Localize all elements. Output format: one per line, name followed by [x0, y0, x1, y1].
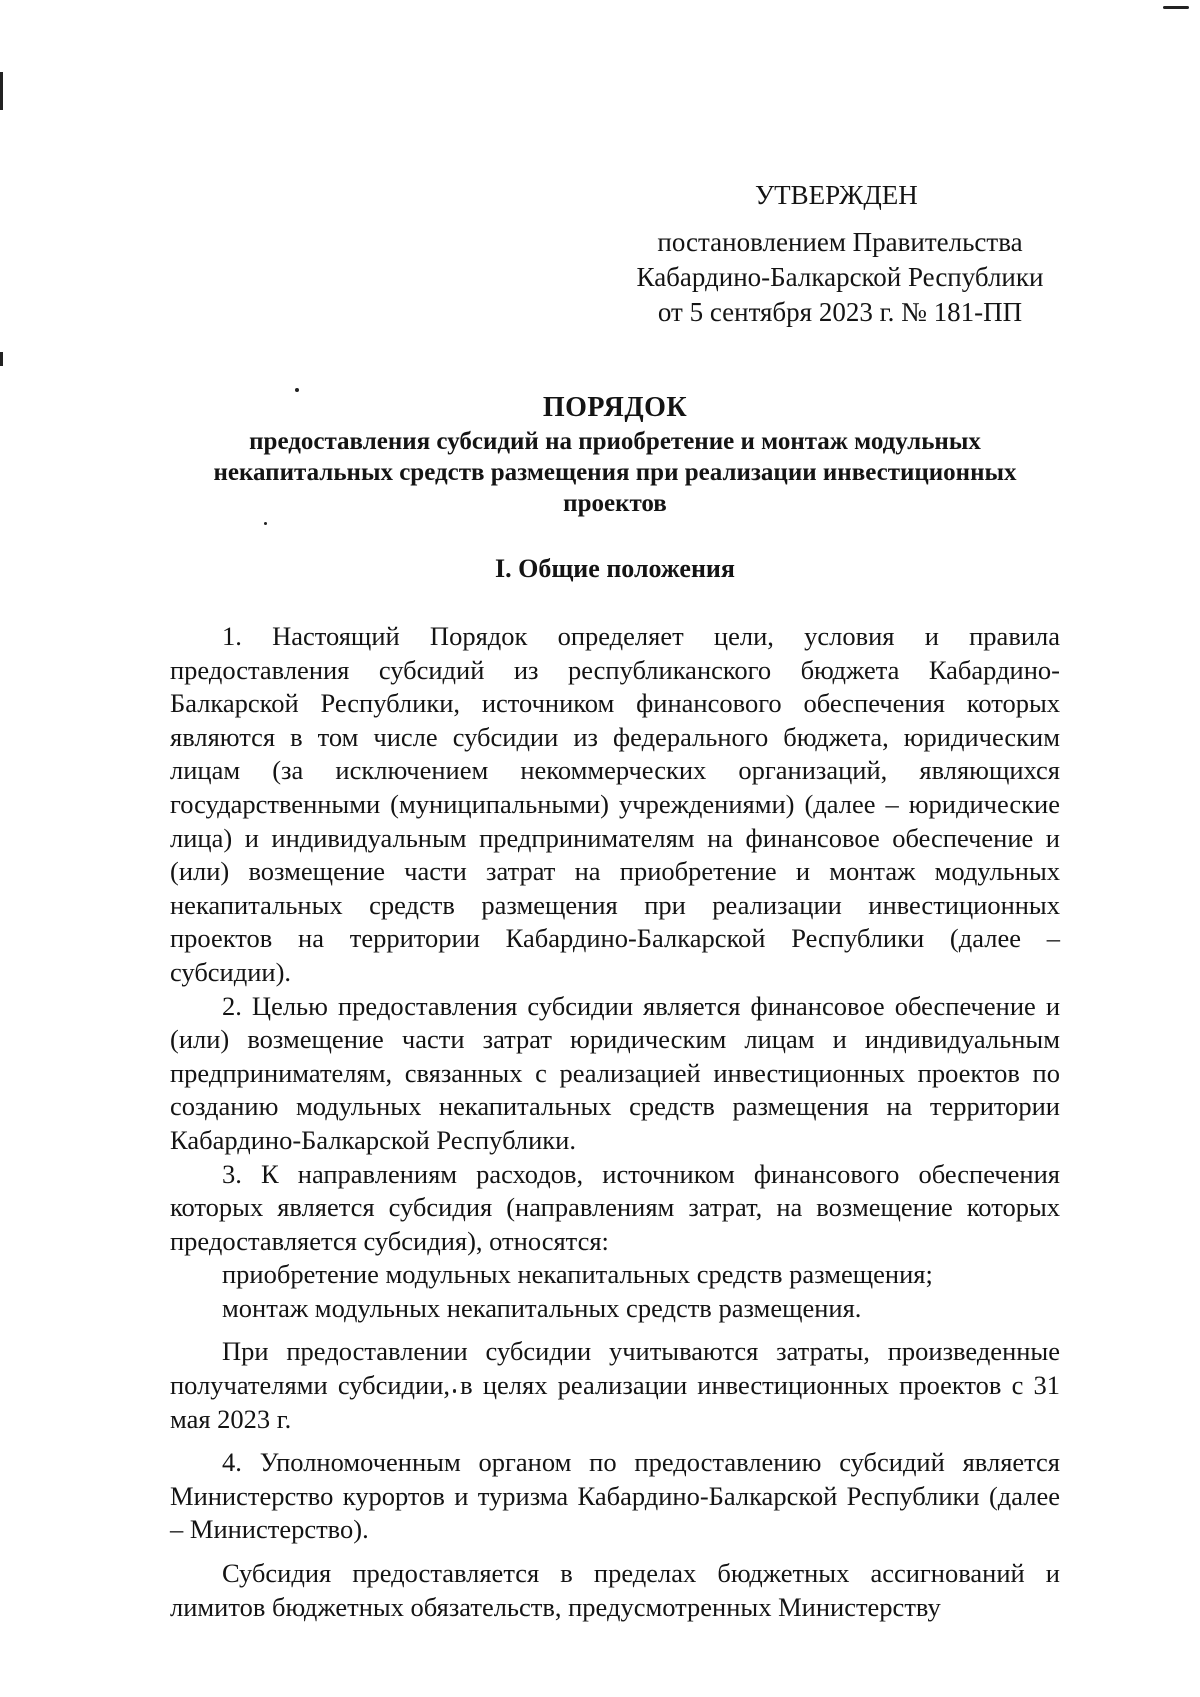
title-main: ПОРЯДОК [542, 392, 688, 423]
scan-mark-left-middle [0, 352, 3, 366]
approval-line: Кабардино-Балкарской Республики [636, 262, 1044, 292]
section-heading: I. Общие положения [495, 554, 735, 583]
scan-dot-2 [264, 522, 267, 525]
paragraph: 3. К направлениям расходов, источником финансового обеспечения которых является субсидия (направлениям затрат, на возмещение которых предоставляется субсидия), относятся: [170, 1158, 1060, 1256]
paragraph: 2. Целью предоставления субсидии является финансовое обеспечение и (или) возмещение части затрат юридическим лицам и индивидуальным предпринимателям, связанных с реализацией инвестиционных проектов по созданию модульных некапитальных средств размещения на территории Кабардино-Балкарской Республики. [170, 990, 1060, 1155]
scan-mark-top-right [1163, 6, 1189, 9]
paragraph: приобретение модульных некапитальных средств размещения; [222, 1259, 933, 1290]
document-body [170, 620, 1060, 1624]
paragraph: 1. Настоящий Порядок определяет цели, условия и правила предоставления субсидий из республиканского бюджета Кабардино-Балкарской Республики, источником финансового обеспечения которых являются в том числе субсидии из федерального бюджета, юридическим лицам (за исключением некоммерческих организаций, являющихся государственными (муниципальными) учреждениями) (далее – юридические лица) и индивидуальным предпринимателям на финансовое обеспечение и (или) возмещение части затрат на приобретение и монтаж модульных некапитальных средств размещения при реализации инвестиционных проектов на территории Кабардино-Балкарской Республики (далее – субсидии). [170, 621, 1060, 987]
paragraph: монтаж модульных некапитальных средств размещения. [222, 1292, 862, 1323]
paragraph: При предоставлении субсидии учитываются затраты, произведенные получателями субсидии, в целях реализации инвестиционных проектов с 31 мая 2023 г. [170, 1336, 1060, 1434]
paragraph: Субсидия предоставляется в пределах бюджетных ассигнований и лимитов бюджетных обязательств, предусмотренных Министерству [170, 1558, 1060, 1622]
approval-block [620, 178, 1060, 330]
approval-heading: УТВЕРЖДЕН [755, 180, 918, 210]
scan-mark-left-top [0, 72, 3, 110]
document-title [170, 390, 1060, 519]
approval-line: от 5 сентября 2023 г. № 181-ПП [657, 297, 1023, 327]
paragraph: 4. Уполномоченным органом по предоставлению субсидий является Министерство курортов и туризма Кабардино-Балкарской Республики (далее – Министерство). [170, 1447, 1060, 1545]
title-subtitle: предоставления субсидий на приобретение и монтаж модульных некапитальных средств размещения при реализации инвестиционных проектов [213, 428, 1017, 517]
approval-line: постановлением Правительства [657, 227, 1023, 257]
